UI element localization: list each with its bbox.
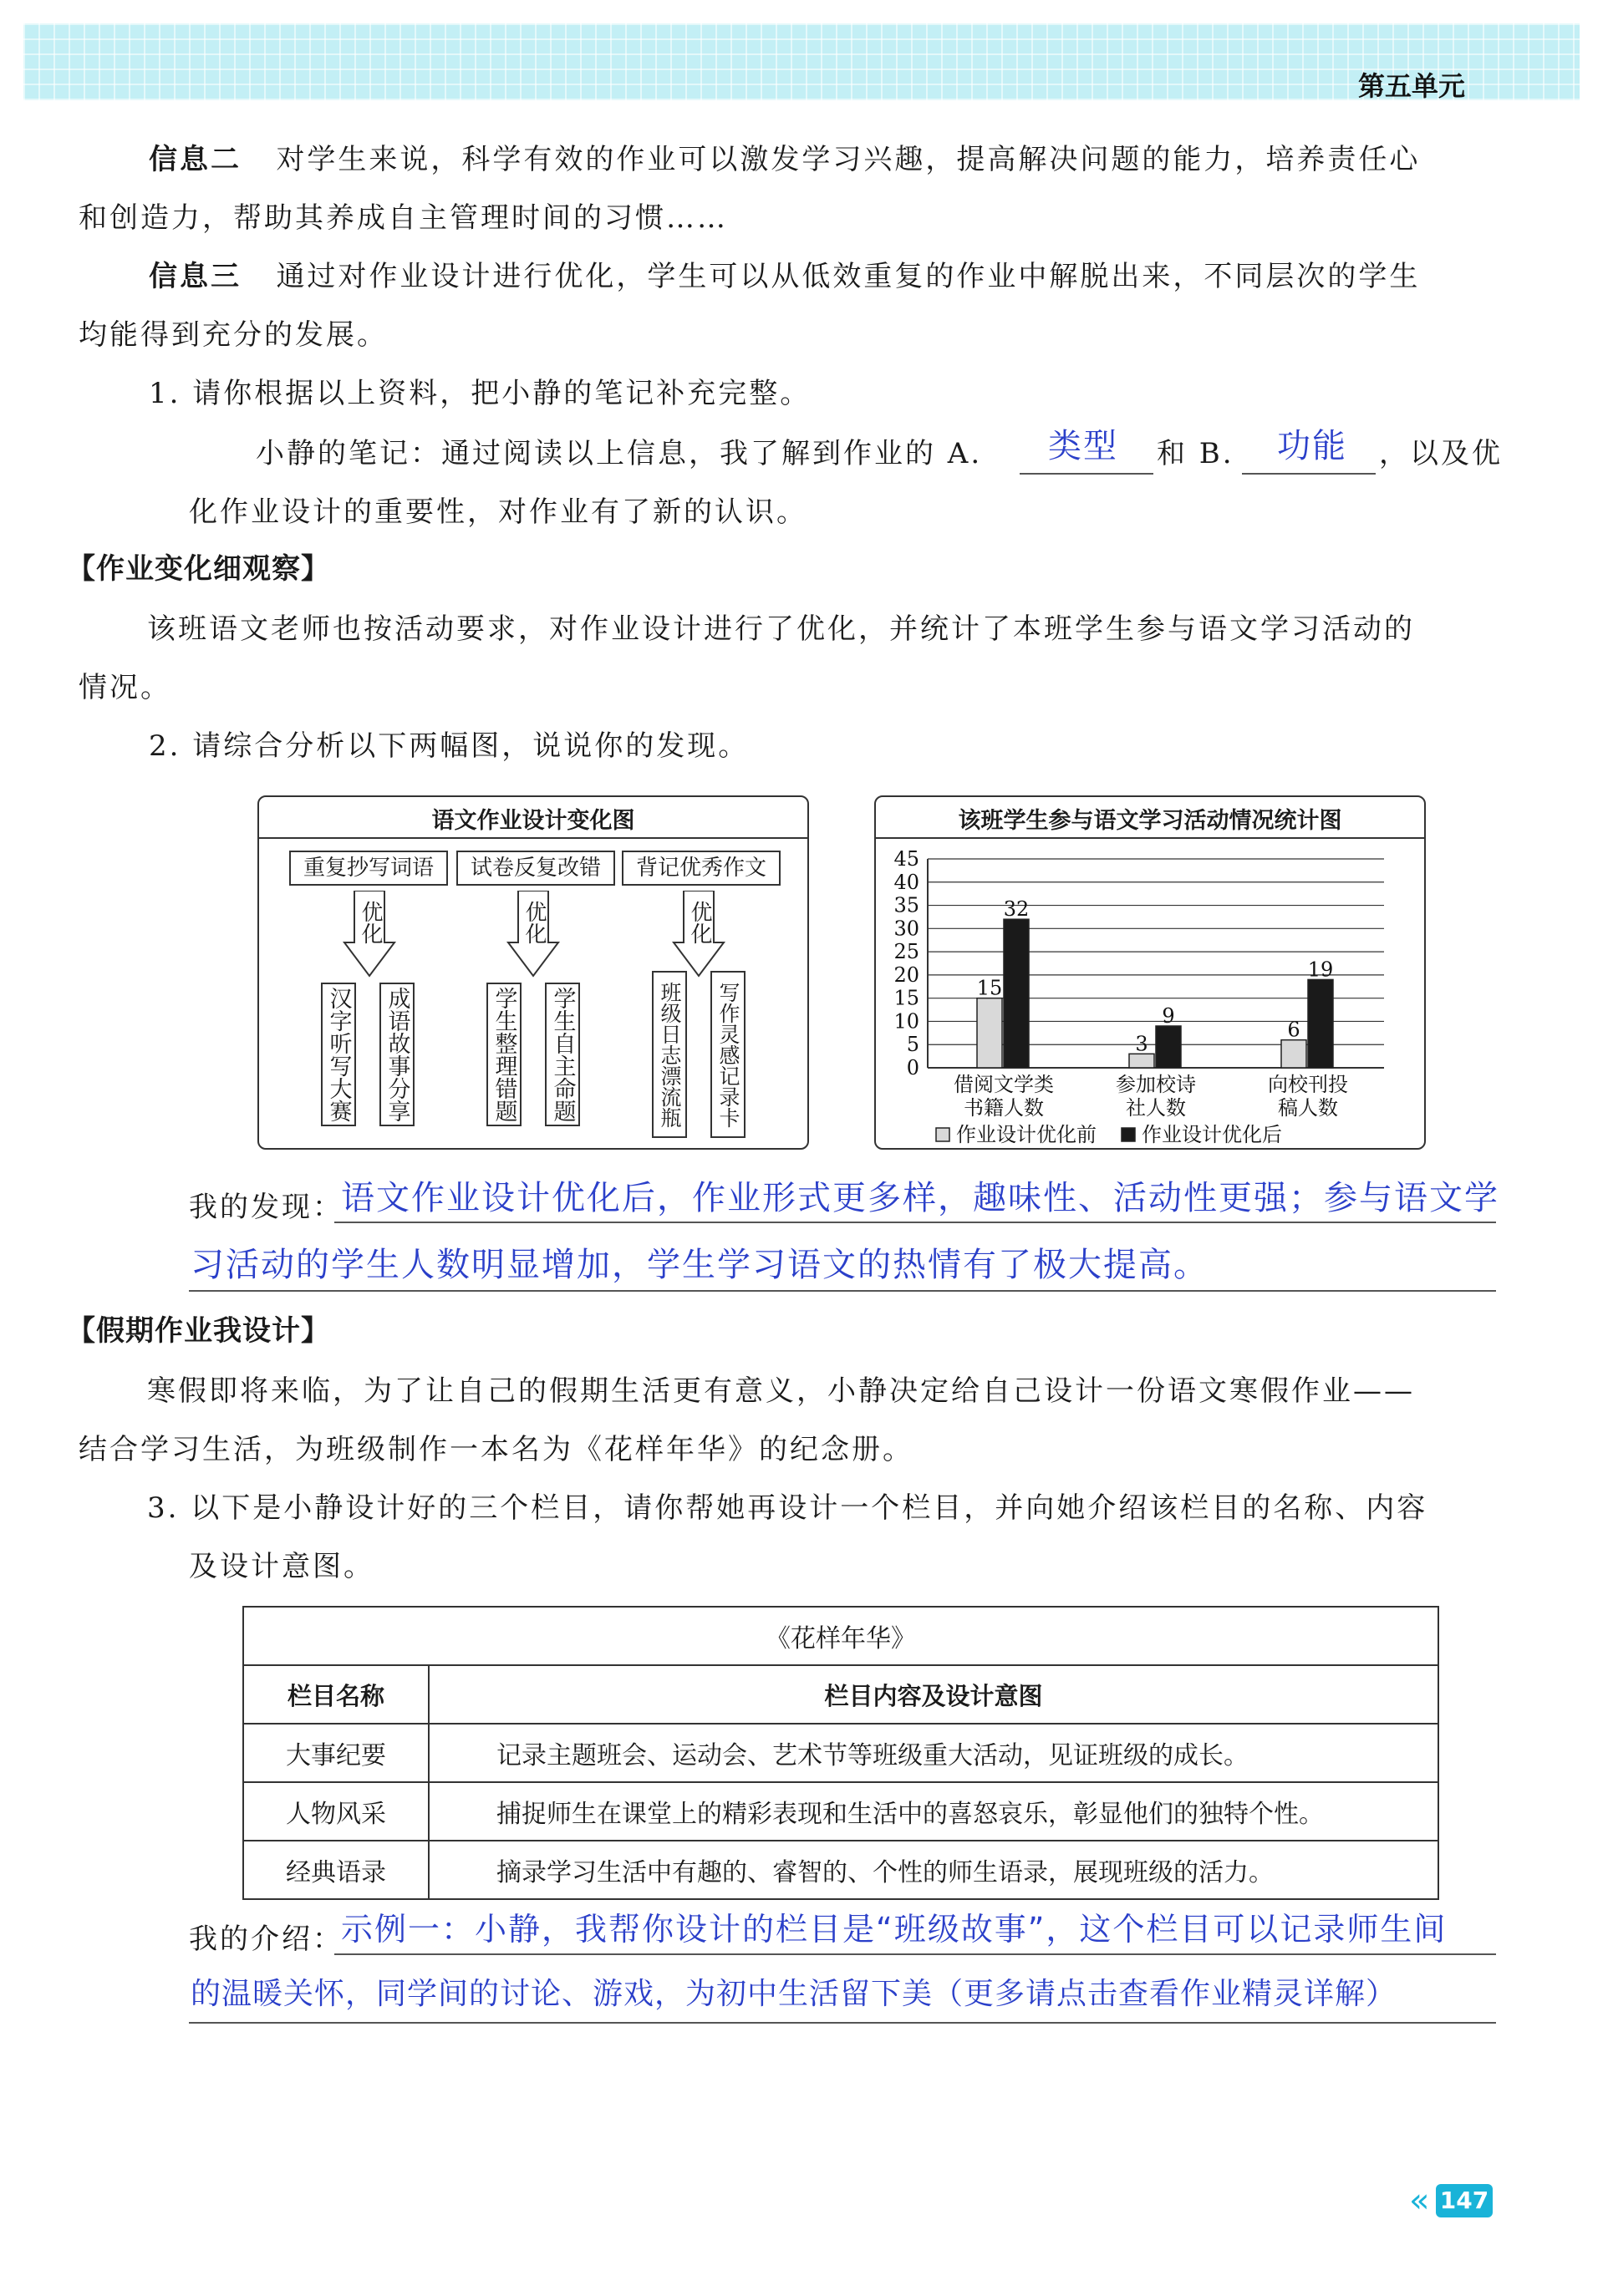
table-cell-name: 经典语录 — [243, 1841, 429, 1899]
bar — [1308, 979, 1333, 1068]
table-row — [243, 1724, 1438, 1782]
diagram-title: 语文作业设计变化图 — [431, 808, 635, 834]
y-tick-label: 40 — [893, 870, 919, 894]
y-tick-label: 0 — [906, 1056, 919, 1079]
chart-panel — [874, 795, 1426, 1150]
bar-value-label: 15 — [976, 976, 1003, 1000]
q3-answer-line2: 的温暖关怀，同学间的讨论、游戏，为初中生活留下美（更多请点击查看作业精灵详解） — [191, 1977, 1397, 2011]
info2-line2: 和创造力，帮助其养成自主管理时间的习惯…… — [79, 201, 728, 235]
q1-blank-b — [1242, 473, 1376, 475]
table-cell-name: 人物风采 — [243, 1782, 429, 1841]
q1-answer-b: 功能 — [1277, 427, 1347, 465]
diagram-after-2a: 学生整理错题 — [486, 983, 522, 1126]
info3-line1 — [149, 256, 1420, 297]
table-header-content: 栏目内容及设计意图 — [429, 1665, 1438, 1724]
diagram-after-3b: 写作灵感记录卡 — [710, 971, 746, 1138]
table-row — [243, 1841, 1438, 1899]
diagram-arrow-label-2: 优化 — [522, 901, 547, 944]
table-cell-content: 记录主题班会、运动会、艺术节等班级重大活动，见证班级的成长。 — [429, 1724, 1438, 1782]
header-band — [23, 23, 1580, 100]
diagram-after-1b: 成语故事分享 — [379, 983, 415, 1126]
info2-line1 — [149, 139, 1420, 180]
legend-swatch — [1122, 1128, 1135, 1141]
q1-mid: 和 B. — [1157, 437, 1234, 470]
unit-label: 第五单元 — [1358, 70, 1466, 102]
table-title-row — [243, 1607, 1438, 1665]
legend-label: 作业设计优化前 — [956, 1123, 1097, 1146]
q2-finding-label: 我的发现： — [189, 1191, 344, 1224]
info2-text: 对学生来说，科学有效的作业可以激发学习兴趣，提高解决问题的能力，培养责任心 — [276, 143, 1421, 176]
bar-value-label: 3 — [1135, 1032, 1148, 1056]
q1-line2: 化作业设计的重要性，对作业有了新的认识。 — [189, 495, 807, 529]
info3-line2: 均能得到充分的发展。 — [79, 318, 388, 352]
q1-question: 1. 请你根据以上资料，把小静的笔记补充完整。 — [149, 377, 812, 410]
x-tick-label: 向校刊投 — [1268, 1073, 1348, 1096]
bar — [1004, 919, 1029, 1068]
table-title: 《花样年华》 — [243, 1607, 1438, 1665]
bar — [1281, 1040, 1306, 1068]
q3-answer-rule2 — [189, 2022, 1496, 2024]
y-tick-label: 25 — [893, 940, 919, 964]
table-header-name: 栏目名称 — [243, 1665, 429, 1724]
q1-suffix: ，以及优 — [1379, 437, 1503, 470]
y-tick-label: 35 — [893, 893, 919, 917]
x-tick-label: 稿人数 — [1278, 1096, 1338, 1120]
y-tick-label: 45 — [893, 847, 919, 871]
q3-answer-rule1 — [334, 1953, 1496, 1955]
table-header-row — [243, 1665, 1438, 1724]
table-cell-content: 捕捉师生在课堂上的精彩表现和生活中的喜怒哀乐，彰显他们的独特个性。 — [429, 1782, 1438, 1841]
q1-note-prefix: 小静的笔记：通过阅读以上信息，我了解到作业的 A. — [256, 437, 983, 470]
bar — [1129, 1054, 1154, 1068]
q2-answer-line2: 习活动的学生人数明显增加，学生学习语文的热情有了极大提高。 — [191, 1246, 1209, 1284]
chart-title: 该班学生参与语文学习活动情况统计图 — [958, 808, 1342, 834]
diagram-after-3a: 班级日志漂流瓶 — [652, 971, 687, 1138]
bar-value-label: 19 — [1307, 958, 1334, 982]
section-observe-line1: 该班语文老师也按活动要求，对作业设计进行了优化，并统计了本班学生参与语文学习活动的 — [147, 612, 1415, 646]
page-number: 147 — [1439, 2187, 1489, 2214]
section-design-title: 【假期作业我设计】 — [67, 1314, 330, 1348]
section-design-line1: 寒假即将来临，为了让自己的假期生活更有意义，小静决定给自己设计一份语文寒假作业—— — [147, 1374, 1415, 1408]
q1-blank-a — [1020, 473, 1153, 475]
page-chevron-icon: « — [1409, 2182, 1430, 2220]
info3-text: 通过对作业设计进行优化，学生可以从低效重复的作业中解脱出来，不同层次的学生 — [276, 260, 1421, 293]
y-tick-label: 5 — [906, 1033, 919, 1057]
diagram-panel — [257, 795, 809, 1150]
q3-question-line2: 及设计意图。 — [189, 1550, 374, 1583]
diagram-after-2b: 学生自主命题 — [545, 983, 580, 1126]
diagram-before-3: 背记优秀作文 — [622, 851, 781, 886]
q3-intro-label: 我的介绍： — [189, 1923, 344, 1956]
diagram-arrow-label-1: 优化 — [358, 901, 383, 944]
q3-question-line1: 3. 以下是小静设计好的三个栏目，请你帮她再设计一个栏目，并向她介绍该栏目的名称、内容 — [147, 1491, 1428, 1525]
diagram-after-1a: 汉字听写大赛 — [321, 983, 356, 1126]
q2-answer-rule1 — [334, 1222, 1496, 1223]
bar-value-label: 32 — [1003, 897, 1030, 922]
column-table — [242, 1606, 1439, 1900]
diagram-before-1: 重复抄写词语 — [289, 851, 448, 886]
q3-answer-line1: 示例一：小静，我帮你设计的栏目是“班级故事”，这个栏目可以记录师生间 — [341, 1911, 1448, 1948]
section-observe-title: 【作业变化细观察】 — [67, 552, 330, 586]
info2-label: 信息二 — [149, 143, 242, 176]
legend-swatch — [936, 1128, 949, 1141]
diagram-title-rule — [259, 837, 807, 839]
x-tick-label: 借阅文学类 — [954, 1073, 1054, 1096]
table-cell-name: 大事纪要 — [243, 1724, 429, 1782]
x-tick-label: 参加校诗 — [1116, 1073, 1196, 1096]
x-tick-label: 社人数 — [1126, 1096, 1186, 1120]
bar-chart — [876, 839, 1424, 1146]
table-row — [243, 1782, 1438, 1841]
page-number-tab — [1436, 2184, 1493, 2217]
q1-answer-a: 类型 — [1048, 427, 1118, 465]
bar-value-label: 9 — [1162, 1004, 1175, 1028]
bar-value-label: 6 — [1287, 1018, 1300, 1042]
diagram-arrow-label-3: 优化 — [687, 901, 712, 944]
info3-label: 信息三 — [149, 260, 242, 293]
x-tick-label: 书籍人数 — [964, 1096, 1044, 1120]
bar — [1156, 1026, 1181, 1068]
y-tick-label: 20 — [893, 963, 919, 987]
table-cell-content: 摘录学习生活中有趣的、睿智的、个性的师生语录，展现班级的活力。 — [429, 1841, 1438, 1899]
q2-question: 2. 请综合分析以下两幅图，说说你的发现。 — [149, 729, 750, 763]
y-tick-label: 15 — [893, 986, 919, 1010]
y-tick-label: 10 — [893, 1009, 919, 1034]
q2-answer-line1: 语文作业设计优化后，作业形式更多样，趣味性、活动性更强；参与语文学 — [341, 1179, 1499, 1217]
q2-answer-rule2 — [189, 1290, 1496, 1292]
diagram-before-2: 试卷反复改错 — [456, 851, 615, 886]
section-observe-line2: 情况。 — [79, 671, 171, 704]
section-design-line2: 结合学习生活，为班级制作一本名为《花样年华》的纪念册。 — [79, 1433, 913, 1466]
legend-label: 作业设计优化后 — [1142, 1123, 1282, 1146]
bar — [977, 998, 1002, 1068]
y-tick-label: 30 — [893, 917, 919, 941]
